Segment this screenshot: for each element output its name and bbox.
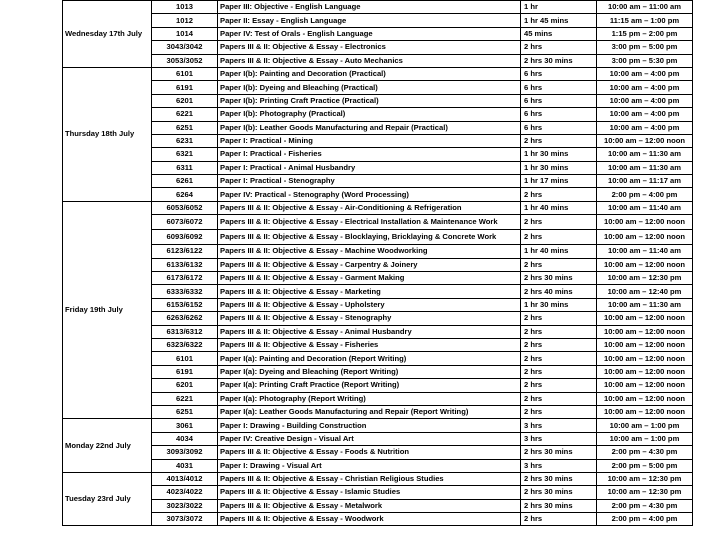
code-cell: 4023/4022 [152,486,218,499]
table-row [63,1,693,14]
code-cell: 6333/6332 [152,285,218,298]
time-cell: 10:00 am – 1:00 pm [597,419,693,432]
paper-cell: Papers III & II: Objective & Essay - Woodwork [218,513,521,526]
table-row [63,215,693,230]
time-cell: 10:00 am – 11:30 am [597,148,693,161]
paper-cell: Papers III & II: Objective & Essay - Carpentry & Joinery [218,258,521,271]
time-cell: 10:00 am – 12:00 noon [597,392,693,405]
paper-cell: Paper I: Practical - Fisheries [218,148,521,161]
paper-cell: Paper I: Drawing - Visual Art [218,459,521,472]
table-row [63,486,693,499]
paper-cell: Paper I: Practical - Animal Husbandry [218,161,521,174]
table-row [63,312,693,325]
duration-cell: 2 hrs [521,325,597,338]
time-cell: 2:00 pm – 5:00 pm [597,459,693,472]
code-cell: 6261 [152,175,218,188]
table-row [63,513,693,526]
paper-cell: Paper I: Practical - Mining [218,134,521,147]
duration-cell: 1 hr 45 mins [521,14,597,27]
paper-cell: Paper I(b): Dyeing and Bleaching (Practical) [218,81,521,94]
paper-cell: Papers III & II: Objective & Essay - Marketing [218,285,521,298]
paper-cell: Paper III: Objective - English Language [218,1,521,14]
duration-cell: 2 hrs 30 mins [521,486,597,499]
code-cell: 6201 [152,379,218,392]
table-row [63,405,693,418]
duration-cell: 2 hrs 40 mins [521,285,597,298]
time-cell: 10:00 am – 11:40 am [597,245,693,258]
duration-cell: 2 hrs [521,405,597,418]
time-cell: 10:00 am – 11:30 am [597,161,693,174]
paper-cell: Papers III & II: Objective & Essay - Upholstery [218,298,521,311]
code-cell: 4034 [152,432,218,445]
duration-cell: 1 hr [521,1,597,14]
code-cell: 1014 [152,27,218,40]
code-cell: 1012 [152,14,218,27]
time-cell: 10:00 am – 4:00 pm [597,108,693,121]
paper-cell: Paper IV: Practical - Stenography (Word Processing) [218,188,521,201]
time-cell: 2:00 pm – 4:00 pm [597,188,693,201]
code-cell: 6191 [152,81,218,94]
paper-cell: Paper I(a): Dyeing and Bleaching (Report Writing) [218,365,521,378]
duration-cell: 2 hrs [521,379,597,392]
time-cell: 3:00 pm – 5:30 pm [597,54,693,67]
time-cell: 10:00 am – 12:00 noon [597,379,693,392]
paper-cell: Paper I(a): Printing Craft Practice (Report Writing) [218,379,521,392]
time-cell: 10:00 am – 4:00 pm [597,81,693,94]
duration-cell: 45 mins [521,27,597,40]
code-cell: 6263/6262 [152,312,218,325]
duration-cell: 1 hr 30 mins [521,161,597,174]
day-cell: Tuesday 23rd July [63,472,152,526]
duration-cell: 3 hrs [521,419,597,432]
table-row [63,338,693,351]
paper-cell: Paper I(b): Printing Craft Practice (Practical) [218,94,521,107]
time-cell: 10:00 am – 12:00 noon [597,365,693,378]
duration-cell: 2 hrs [521,312,597,325]
paper-cell: Paper I(b): Photography (Practical) [218,108,521,121]
duration-cell: 6 hrs [521,121,597,134]
time-cell: 11:15 am – 1:00 pm [597,14,693,27]
table-row [63,285,693,298]
time-cell: 10:00 am – 12:00 noon [597,338,693,351]
table-row [63,446,693,459]
code-cell: 3073/3072 [152,513,218,526]
paper-cell: Papers III & II: Objective & Essay - Electrical Installation & Maintenance Work [218,215,521,230]
code-cell: 6101 [152,67,218,80]
time-cell: 10:00 am – 12:00 noon [597,312,693,325]
time-cell: 10:00 am – 12:30 pm [597,486,693,499]
duration-cell: 1 hr 30 mins [521,148,597,161]
paper-cell: Paper I(a): Photography (Report Writing) [218,392,521,405]
duration-cell: 2 hrs [521,513,597,526]
code-cell: 3093/3092 [152,446,218,459]
time-cell: 10:00 am – 1:00 pm [597,432,693,445]
code-cell: 6173/6172 [152,272,218,285]
code-cell: 4013/4012 [152,472,218,485]
time-cell: 10:00 am – 12:00 noon [597,405,693,418]
paper-cell: Papers III & II: Objective & Essay - Islamic Studies [218,486,521,499]
code-cell: 1013 [152,1,218,14]
paper-cell: Paper I(a): Leather Goods Manufacturing and Repair (Report Writing) [218,405,521,418]
time-cell: 10:00 am – 12:30 pm [597,272,693,285]
time-cell: 2:00 pm – 4:00 pm [597,513,693,526]
duration-cell: 2 hrs 30 mins [521,272,597,285]
duration-cell: 1 hr 17 mins [521,175,597,188]
code-cell: 6264 [152,188,218,201]
time-cell: 10:00 am – 11:30 am [597,298,693,311]
paper-cell: Paper I: Drawing - Building Construction [218,419,521,432]
duration-cell: 2 hrs [521,134,597,147]
duration-cell: 6 hrs [521,81,597,94]
table-row [63,201,693,214]
time-cell: 10:00 am – 11:17 am [597,175,693,188]
day-cell: Monday 22nd July [63,419,152,473]
table-row [63,245,693,258]
code-cell: 6123/6122 [152,245,218,258]
time-cell: 10:00 am – 12:00 noon [597,215,693,230]
paper-cell: Papers III & II: Objective & Essay - Fisheries [218,338,521,351]
time-cell: 10:00 am – 12:30 pm [597,472,693,485]
duration-cell: 1 hr 30 mins [521,298,597,311]
code-cell: 6321 [152,148,218,161]
code-cell: 3053/3052 [152,54,218,67]
code-cell: 3061 [152,419,218,432]
table-row [63,81,693,94]
code-cell: 6221 [152,392,218,405]
paper-cell: Papers III & II: Objective & Essay - Air-Conditioning & Refrigeration [218,201,521,214]
duration-cell: 1 hr 40 mins [521,245,597,258]
day-cell: Friday 19th July [63,201,152,418]
code-cell: 6053/6052 [152,201,218,214]
duration-cell: 2 hrs 30 mins [521,472,597,485]
duration-cell: 2 hrs [521,392,597,405]
duration-cell: 6 hrs [521,67,597,80]
table-row [63,365,693,378]
paper-cell: Papers III & II: Objective & Essay - Christian Religious Studies [218,472,521,485]
timetable-body [63,1,693,526]
duration-cell: 6 hrs [521,108,597,121]
duration-cell: 2 hrs [521,188,597,201]
duration-cell: 2 hrs [521,230,597,245]
table-row [63,121,693,134]
time-cell: 10:00 am – 11:40 am [597,201,693,214]
time-cell: 2:00 pm – 4:30 pm [597,446,693,459]
time-cell: 1:15 pm – 2:00 pm [597,27,693,40]
code-cell: 3043/3042 [152,41,218,54]
code-cell: 6231 [152,134,218,147]
code-cell: 6153/6152 [152,298,218,311]
table-row [63,175,693,188]
time-cell: 10:00 am – 4:00 pm [597,121,693,134]
time-cell: 3:00 pm – 5:00 pm [597,41,693,54]
code-cell: 6323/6322 [152,338,218,351]
paper-cell: Paper I(b): Painting and Decoration (Practical) [218,67,521,80]
code-cell: 6221 [152,108,218,121]
duration-cell: 6 hrs [521,94,597,107]
duration-cell: 3 hrs [521,432,597,445]
duration-cell: 2 hrs [521,41,597,54]
table-row [63,352,693,365]
table-row [63,419,693,432]
paper-cell: Papers III & II: Objective & Essay - Auto Mechanics [218,54,521,67]
duration-cell: 2 hrs [521,215,597,230]
code-cell: 6251 [152,405,218,418]
code-cell: 6311 [152,161,218,174]
code-cell: 6133/6132 [152,258,218,271]
day-cell: Wednesday 17th July [63,1,152,68]
paper-cell: Papers III & II: Objective & Essay - Stenography [218,312,521,325]
time-cell: 10:00 am – 11:00 am [597,1,693,14]
table-row [63,499,693,512]
paper-cell: Papers III & II: Objective & Essay - Electronics [218,41,521,54]
duration-cell: 2 hrs [521,352,597,365]
time-cell: 10:00 am – 12:00 noon [597,134,693,147]
table-row [63,148,693,161]
table-row [63,392,693,405]
time-cell: 10:00 am – 4:00 pm [597,94,693,107]
table-row [63,108,693,121]
paper-cell: Paper IV: Creative Design - Visual Art [218,432,521,445]
table-row [63,230,693,245]
paper-cell: Papers III & II: Objective & Essay - Blocklaying, Bricklaying & Concrete Work [218,230,521,245]
duration-cell: 1 hr 40 mins [521,201,597,214]
table-row [63,272,693,285]
table-row [63,14,693,27]
duration-cell: 2 hrs [521,365,597,378]
code-cell: 6191 [152,365,218,378]
table-row [63,472,693,485]
time-cell: 2:00 pm – 4:30 pm [597,499,693,512]
duration-cell: 2 hrs 30 mins [521,446,597,459]
time-cell: 10:00 am – 12:00 noon [597,230,693,245]
code-cell: 6093/6092 [152,230,218,245]
paper-cell: Paper I(b): Leather Goods Manufacturing and Repair (Practical) [218,121,521,134]
table-row [63,161,693,174]
code-cell: 6251 [152,121,218,134]
code-cell: 6313/6312 [152,325,218,338]
code-cell: 4031 [152,459,218,472]
time-cell: 10:00 am – 4:00 pm [597,67,693,80]
paper-cell: Papers III & II: Objective & Essay - Foods & Nutrition [218,446,521,459]
table-row [63,325,693,338]
day-cell: Thursday 18th July [63,67,152,201]
table-row [63,67,693,80]
time-cell: 10:00 am – 12:40 pm [597,285,693,298]
table-row [63,41,693,54]
paper-cell: Papers III & II: Objective & Essay - Machine Woodworking [218,245,521,258]
table-row [63,94,693,107]
paper-cell: Paper I(a): Painting and Decoration (Report Writing) [218,352,521,365]
table-row [63,54,693,67]
duration-cell: 3 hrs [521,459,597,472]
code-cell: 3023/3022 [152,499,218,512]
table-row [63,459,693,472]
paper-cell: Paper IV: Test of Orals - English Language [218,27,521,40]
paper-cell: Papers III & II: Objective & Essay - Animal Husbandry [218,325,521,338]
duration-cell: 2 hrs [521,338,597,351]
table-row [63,298,693,311]
table-row [63,432,693,445]
exam-timetable [62,0,693,526]
duration-cell: 2 hrs [521,258,597,271]
code-cell: 6101 [152,352,218,365]
time-cell: 10:00 am – 12:00 noon [597,258,693,271]
table-row [63,27,693,40]
table-row [63,188,693,201]
paper-cell: Paper II: Essay - English Language [218,14,521,27]
time-cell: 10:00 am – 12:00 noon [597,352,693,365]
code-cell: 6201 [152,94,218,107]
table-row [63,134,693,147]
paper-cell: Papers III & II: Objective & Essay - Garment Making [218,272,521,285]
table-row [63,379,693,392]
paper-cell: Papers III & II: Objective & Essay - Metalwork [218,499,521,512]
time-cell: 10:00 am – 12:00 noon [597,325,693,338]
table-row [63,258,693,271]
paper-cell: Paper I: Practical - Stenography [218,175,521,188]
duration-cell: 2 hrs 30 mins [521,54,597,67]
duration-cell: 2 hrs 30 mins [521,499,597,512]
code-cell: 6073/6072 [152,215,218,230]
